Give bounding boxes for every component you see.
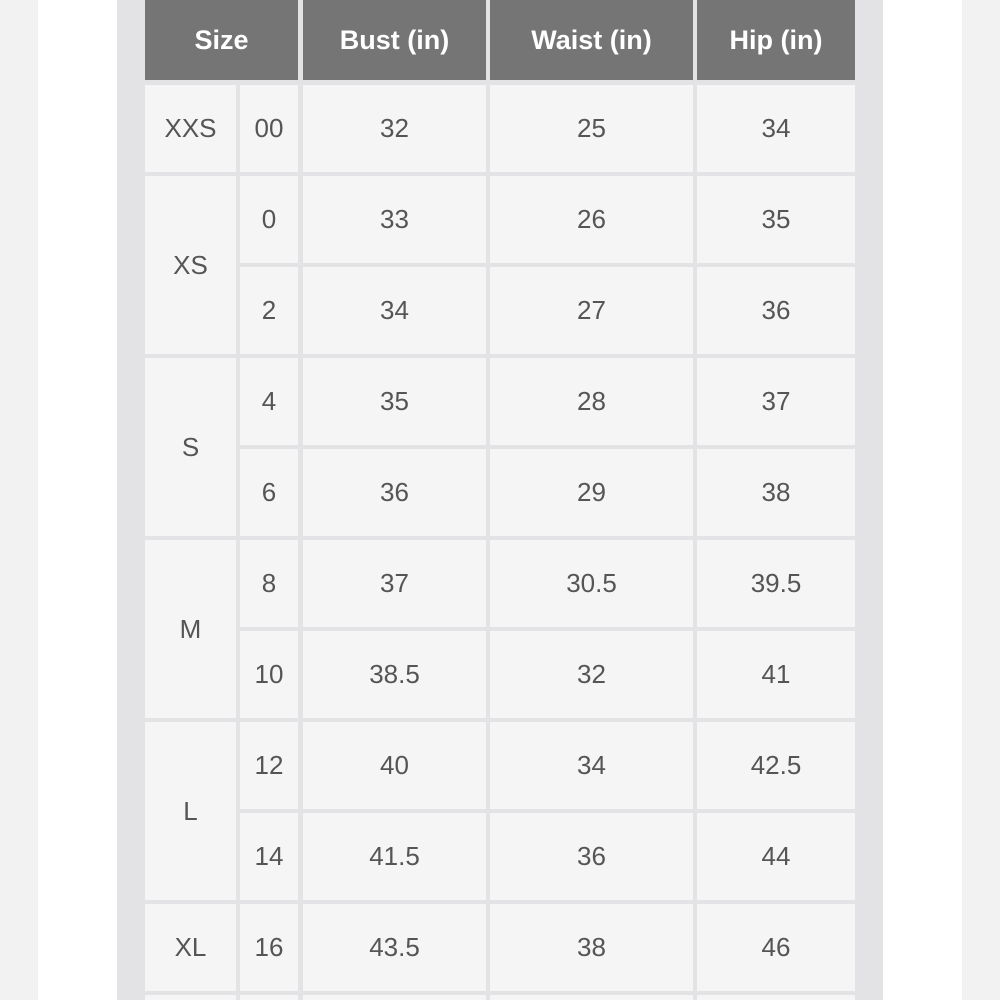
size-number: 6 [240,449,298,536]
header-size: Size [145,0,298,80]
next-row-cell [240,995,298,1000]
bust-value: 38.5 [303,631,486,718]
size-label-xl: XL [145,904,236,991]
bust-value: 40 [303,722,486,809]
size-number: 0 [240,176,298,263]
header-waist: Waist (in) [490,0,693,80]
waist-value: 32 [490,631,693,718]
waist-value: 30.5 [490,540,693,627]
size-number: 4 [240,358,298,445]
size-number: 16 [240,904,298,991]
size-label-xs: XS [145,176,236,354]
hip-value: 34 [697,85,855,172]
hip-value: 42.5 [697,722,855,809]
hip-value: 35 [697,176,855,263]
next-row-cell [490,995,693,1000]
bust-value: 37 [303,540,486,627]
hip-value: 46 [697,904,855,991]
waist-value: 26 [490,176,693,263]
size-number: 2 [240,267,298,354]
size-number: 00 [240,85,298,172]
header-hip: Hip (in) [697,0,855,80]
bust-value: 41.5 [303,813,486,900]
bust-value: 36 [303,449,486,536]
next-row-cell [145,995,236,1000]
waist-value: 28 [490,358,693,445]
bust-value: 35 [303,358,486,445]
size-label-xxs: XXS [145,85,236,172]
size-number: 12 [240,722,298,809]
header-bust: Bust (in) [303,0,486,80]
waist-value: 27 [490,267,693,354]
hip-value: 44 [697,813,855,900]
size-number: 14 [240,813,298,900]
next-row-cell [697,995,855,1000]
next-row-cell [303,995,486,1000]
size-number: 10 [240,631,298,718]
waist-value: 29 [490,449,693,536]
waist-value: 38 [490,904,693,991]
bust-value: 33 [303,176,486,263]
waist-value: 34 [490,722,693,809]
bust-value: 34 [303,267,486,354]
hip-value: 39.5 [697,540,855,627]
size-label-l: L [145,722,236,900]
bust-value: 43.5 [303,904,486,991]
hip-value: 38 [697,449,855,536]
waist-value: 36 [490,813,693,900]
hip-value: 37 [697,358,855,445]
waist-value: 25 [490,85,693,172]
bust-value: 32 [303,85,486,172]
size-label-m: M [145,540,236,718]
hip-value: 41 [697,631,855,718]
size-number: 8 [240,540,298,627]
hip-value: 36 [697,267,855,354]
size-label-s: S [145,358,236,536]
